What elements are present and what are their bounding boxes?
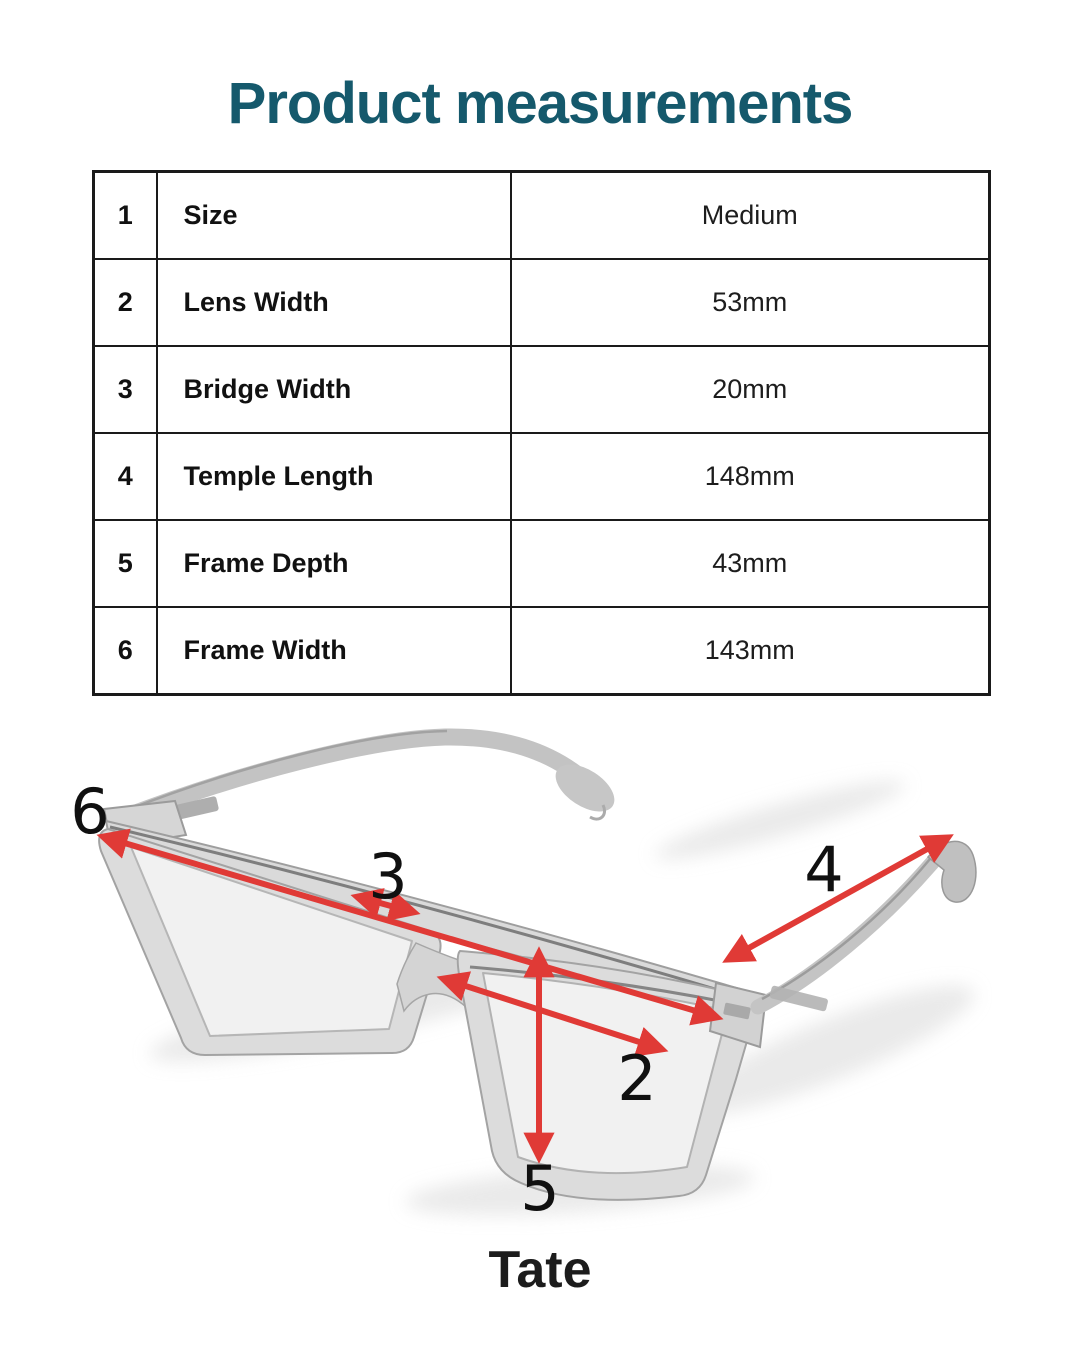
row-number-cell: 5 [94,520,157,607]
right-lens [458,951,755,1200]
row-number-cell: 6 [94,607,157,695]
table-row [94,433,990,520]
glasses-figure [0,705,1080,1265]
measure-label: Size [157,172,511,260]
product-name: Tate [488,1241,592,1299]
table-row [94,346,990,433]
measure-label: Frame Depth [157,520,511,607]
row-number-cell: 1 [94,172,157,260]
table-row [94,607,990,695]
annotation-frame-width: 6 [70,775,110,848]
measure-label: Frame Width [157,607,511,695]
annotation-lens-width: 2 [617,1042,657,1115]
row-number-cell: 4 [94,433,157,520]
measure-label: Bridge Width [157,346,511,433]
measure-label: Temple Length [157,433,511,520]
measure-label: Lens Width [157,259,511,346]
measure-value: Medium [511,172,990,260]
left-temple [125,731,622,821]
annotation-frame-depth: 5 [520,1152,560,1225]
measure-value: 20mm [511,346,990,433]
measurements-table [92,170,991,696]
measure-value: 143mm [511,607,990,695]
table-row [94,259,990,346]
measure-value: 53mm [511,259,990,346]
annotation-bridge-width: 3 [368,840,408,913]
measure-value: 43mm [511,520,990,607]
table-row [94,520,990,607]
table-row [94,172,990,260]
annotation-temple-length: 4 [804,833,844,906]
measure-value: 148mm [511,433,990,520]
page-title: Product measurements [227,71,853,136]
row-number-cell: 2 [94,259,157,346]
glasses-illustration [0,705,1080,1265]
row-number-cell: 3 [94,346,157,433]
